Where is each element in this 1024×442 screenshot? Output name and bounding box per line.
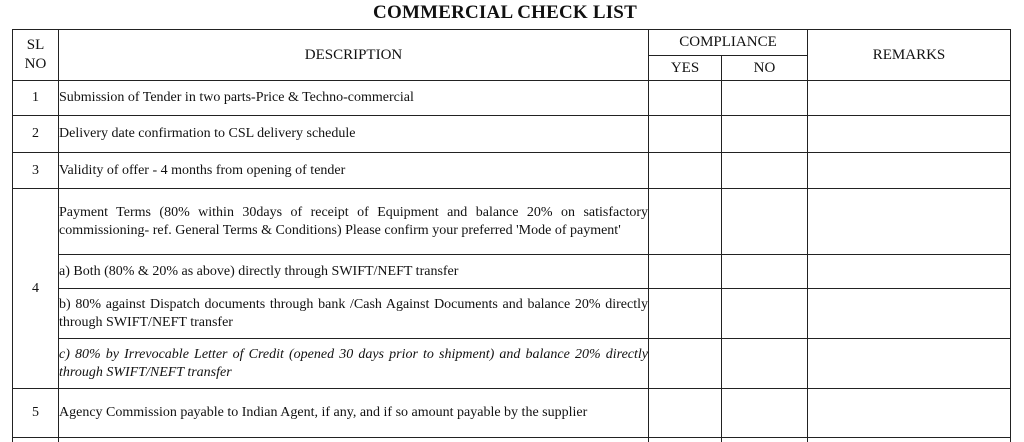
table-row — [13, 116, 1011, 153]
no-cell[interactable] — [722, 289, 808, 339]
no-cell[interactable] — [722, 255, 808, 289]
payment-terms-description: Payment Terms (80% within 30days of receipt of Equipment and balance 20% on satisfactory commissioning- ref. General Terms & Conditions) Please confirm your preferred 'Mode of payment' — [59, 189, 649, 255]
row-description: Validity of offer - 4 months from opening of tender — [59, 153, 649, 189]
table-row — [13, 189, 1011, 255]
row-number: 5 — [13, 389, 59, 438]
yes-cell[interactable] — [649, 389, 722, 438]
page-title: COMMERCIAL CHECK LIST — [373, 2, 637, 23]
row-description: Agency Commission payable to Indian Agent, if any, and if so amount payable by the supplier — [59, 389, 649, 438]
row-number: 2 — [13, 116, 59, 153]
no-header-label: NO — [24, 56, 47, 72]
yes-cell[interactable] — [649, 189, 722, 255]
table-row — [13, 389, 1011, 438]
payment-option-b: b) 80% against Dispatch documents through bank /Cash Against Documents and balance 20% directly through SWIFT/NEFT transfer — [59, 289, 649, 339]
yes-cell[interactable] — [649, 438, 722, 442]
row-description: Submission of Tender in two parts-Price & Techno-commercial — [59, 81, 649, 116]
yes-header: YES — [649, 56, 722, 81]
remarks-cell[interactable] — [808, 153, 1011, 189]
remarks-cell[interactable] — [808, 81, 1011, 116]
remarks-cell[interactable] — [808, 255, 1011, 289]
no-cell[interactable] — [722, 153, 808, 189]
compliance-header: COMPLIANCE — [649, 30, 808, 56]
table-row — [13, 289, 1011, 339]
sl-no-header — [13, 30, 59, 81]
no-cell[interactable] — [722, 438, 808, 442]
sl-header-label: SL — [26, 37, 45, 53]
commercial-checklist-table — [12, 29, 1011, 442]
yes-cell[interactable] — [649, 153, 722, 189]
remarks-header: REMARKS — [808, 30, 1011, 81]
row-number: 4 — [13, 189, 59, 389]
row-description — [59, 438, 649, 442]
header-row-top — [13, 30, 1011, 56]
row-description: Delivery date confirmation to CSL delivery schedule — [59, 116, 649, 153]
payment-option-a: a) Both (80% & 20% as above) directly through SWIFT/NEFT transfer — [59, 255, 649, 289]
description-header: DESCRIPTION — [59, 30, 649, 81]
no-cell[interactable] — [722, 81, 808, 116]
no-compliance-header: NO — [722, 56, 808, 81]
yes-cell[interactable] — [649, 339, 722, 389]
payment-option-c: c) 80% by Irrevocable Letter of Credit (opened 30 days prior to shipment) and balance 20% directly through SWIFT/NEFT transfer — [59, 339, 649, 389]
remarks-cell[interactable] — [808, 289, 1011, 339]
remarks-cell[interactable] — [808, 389, 1011, 438]
remarks-cell[interactable] — [808, 438, 1011, 442]
no-cell[interactable] — [722, 339, 808, 389]
remarks-cell[interactable] — [808, 339, 1011, 389]
row-number — [13, 438, 59, 442]
yes-cell[interactable] — [649, 81, 722, 116]
no-cell[interactable] — [722, 389, 808, 438]
table-row — [13, 339, 1011, 389]
table-row — [13, 255, 1011, 289]
remarks-cell[interactable] — [808, 116, 1011, 153]
remarks-cell[interactable] — [808, 189, 1011, 255]
row-number: 1 — [13, 81, 59, 116]
table-row-partial — [13, 438, 1011, 442]
table-row — [13, 81, 1011, 116]
no-cell[interactable] — [722, 116, 808, 153]
yes-cell[interactable] — [649, 289, 722, 339]
row-number: 3 — [13, 153, 59, 189]
yes-cell[interactable] — [649, 255, 722, 289]
no-cell[interactable] — [722, 189, 808, 255]
yes-cell[interactable] — [649, 116, 722, 153]
table-row — [13, 153, 1011, 189]
